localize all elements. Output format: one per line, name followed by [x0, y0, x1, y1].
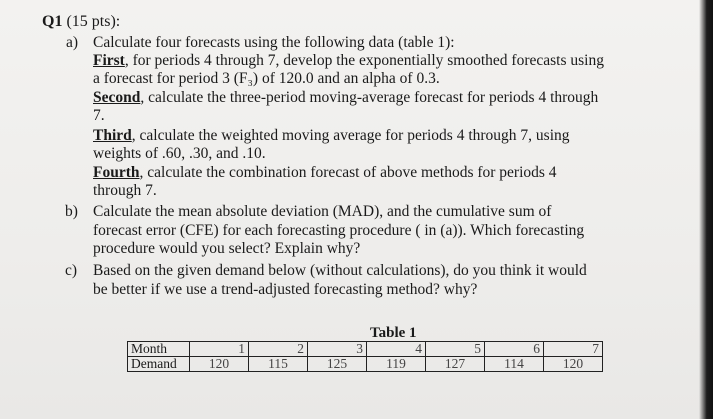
first-label: First — [93, 52, 125, 69]
third-text-1: , calculate the weighted moving average for periods 4 through 7, using — [131, 127, 570, 144]
month-cell: 3 — [308, 342, 367, 357]
part-c-marker: c) — [65, 262, 78, 279]
month-cell: 1 — [190, 342, 249, 357]
month-cell: 4 — [367, 342, 426, 357]
month-cell: 6 — [485, 342, 544, 357]
month-cell: 2 — [249, 342, 308, 357]
third-label: Third — [93, 127, 132, 144]
photo-dark-edge — [699, 0, 713, 419]
part-a-marker: a) — [66, 34, 79, 51]
question-number: Q1 — [42, 13, 63, 30]
demand-table — [127, 341, 603, 372]
part-a-first-line2: a forecast for period 3 (F₃) of 120.0 and an alpha of 0.3. — [93, 70, 440, 87]
demand-cell: 120 — [544, 357, 603, 372]
demand-cell: 119 — [367, 357, 426, 372]
part-a-second-line1 — [93, 89, 598, 107]
second-label: Second — [93, 89, 141, 106]
fourth-text-1: , calculate the combination forecast of above methods for periods 4 — [139, 164, 557, 181]
part-b-line1: Calculate the mean absolute deviation (MAD), and the cumulative sum of — [93, 203, 552, 220]
demand-cell: 115 — [249, 357, 308, 372]
part-c-line2: be better if we use a trend-adjusted forecasting method? why? — [93, 281, 478, 298]
row-label-demand: Demand — [128, 357, 190, 372]
first-text-1: , for periods 4 through 7, develop the exponentially smoothed forecasts using — [124, 52, 604, 69]
part-a-intro: Calculate four forecasts using the following data (table 1): — [93, 34, 455, 51]
row-label-month: Month — [128, 342, 190, 357]
part-b-line3: procedure would you select? Explain why? — [93, 240, 361, 257]
part-a-fourth-line2: through 7. — [93, 182, 157, 199]
month-cell: 5 — [426, 342, 485, 357]
question-title — [42, 13, 120, 31]
demand-cell: 120 — [190, 357, 249, 372]
table-row-demand — [128, 357, 603, 372]
part-a-third-line2: weights of .60, .30, and .10. — [93, 145, 266, 162]
part-a-second-line2: 7. — [93, 107, 105, 124]
table-title: Table 1 — [370, 325, 417, 341]
part-c-line1: Based on the given demand below (without calculations), do you think it would — [93, 262, 587, 279]
table-row-month — [128, 342, 603, 357]
part-b-marker: b) — [65, 203, 78, 220]
month-cell: 7 — [544, 342, 603, 357]
demand-cell: 125 — [308, 357, 367, 372]
demand-cell: 127 — [426, 357, 485, 372]
part-b-line2: forecast error (CFE) for each forecasting procedure ( in (a)). Which forecasting — [93, 222, 585, 239]
demand-cell: 114 — [485, 357, 544, 372]
second-text-1: , calculate the three-period moving-average forecast for periods 4 through — [140, 89, 599, 106]
question-points: (15 pts): — [66, 13, 121, 30]
part-a-first-line1 — [93, 52, 604, 70]
part-a-fourth-line1 — [93, 164, 557, 182]
part-a-third-line1 — [93, 127, 570, 145]
fourth-label: Fourth — [93, 164, 140, 181]
